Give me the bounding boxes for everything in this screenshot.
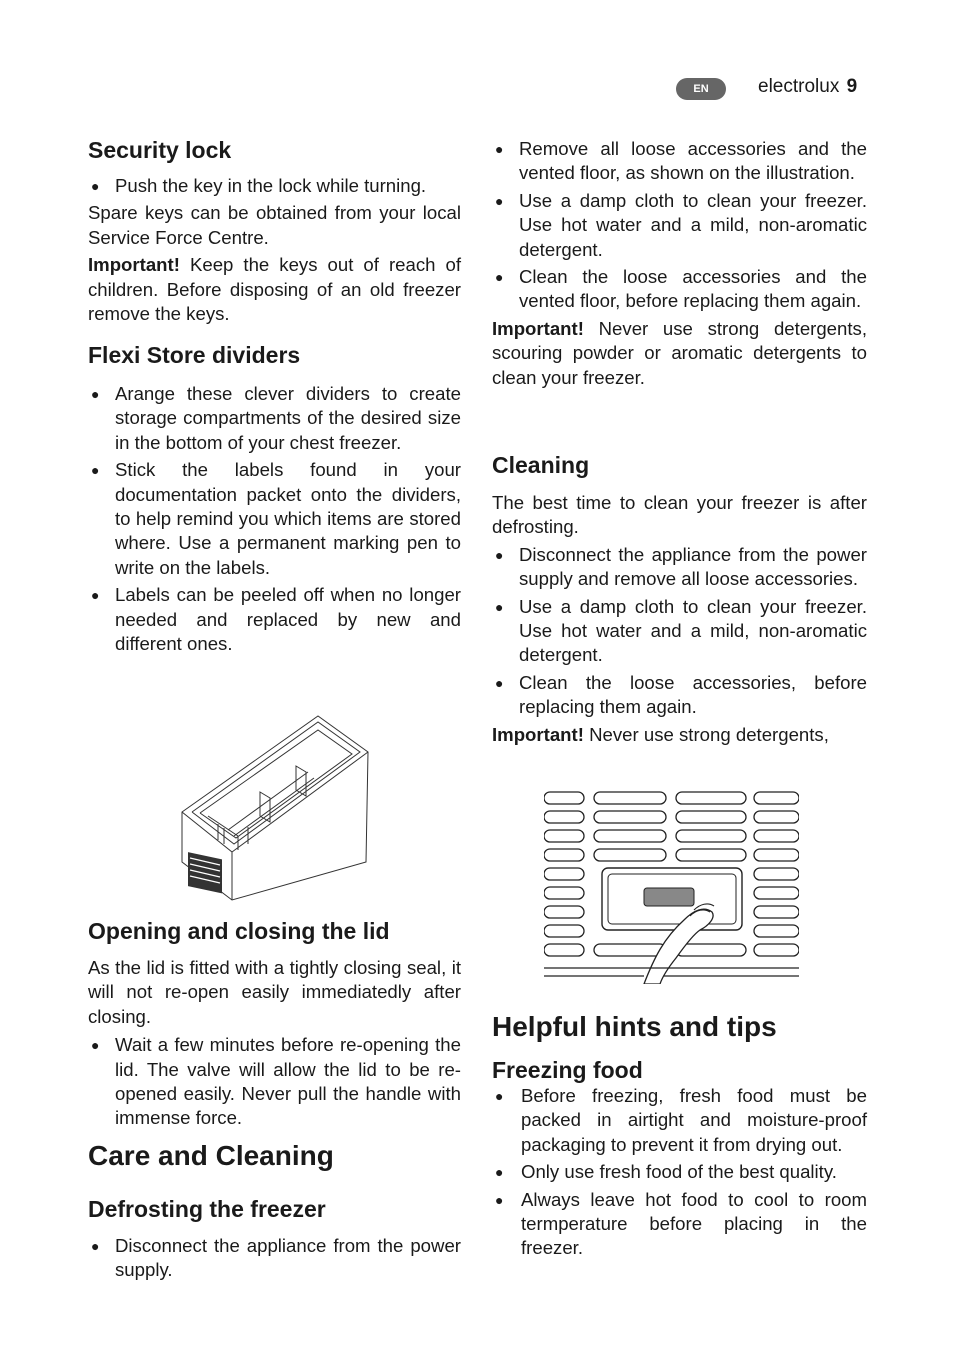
list-item: ● Clean the loose accessories, before replacing them again. — [495, 671, 867, 718]
list-item: ● Use a damp cloth to clean your freezer. Use hot water and a mild, non-aromatic detergent. — [495, 595, 867, 666]
bullet-icon: ● — [495, 674, 504, 691]
important-note: Important! Never use strong detergents, — [492, 723, 829, 745]
bullet-list — [492, 543, 867, 720]
bullet-list — [88, 174, 461, 198]
vent-slot — [594, 944, 666, 956]
bullet-icon: ● — [91, 587, 100, 604]
bullet-icon: ● — [495, 546, 504, 563]
vent-slot — [754, 868, 799, 880]
list-item: ● Use a damp cloth to clean your freezer. Use hot water and a mild, non-aromatic detergent. — [495, 189, 867, 260]
vent-slot — [754, 906, 799, 918]
chapter-title: Helpful hints and tips — [492, 1011, 777, 1042]
bullet-icon: ● — [495, 1088, 504, 1104]
bullet-icon: ● — [495, 1191, 504, 1208]
vent-slot — [544, 906, 584, 918]
section-title: Freezing food — [492, 1057, 643, 1083]
security-lock-section — [88, 136, 461, 326]
vent-slot — [544, 925, 584, 937]
language-badge: EN — [676, 78, 726, 100]
chest-freezer-illustration — [178, 712, 378, 904]
vent-slot — [544, 887, 584, 899]
bullet-icon: ● — [91, 462, 100, 479]
vent-slot — [676, 811, 746, 823]
flexi-section — [88, 341, 461, 659]
vent-slot — [754, 925, 799, 937]
list-item: ● Labels can be peeled off when no longer needed and replaced by new and different ones. — [91, 584, 461, 655]
list-item: ● Wait a few minutes before re-opening the lid. The valve will allow the lid to be re-opened easily. Never pull the handle with immense force. — [91, 1034, 461, 1129]
page-number: 9 — [846, 76, 858, 97]
vent-slot — [544, 944, 584, 956]
vent-slot — [676, 830, 746, 842]
list-item: ● Before freezing, fresh food must be packed in airtight and moisture-proof packaging to prevent it from drying out. — [495, 1085, 867, 1155]
cleaning-section — [492, 451, 867, 747]
vent-slot — [544, 868, 584, 880]
vented-floor-illustration — [544, 788, 799, 984]
defrost-continued — [492, 137, 867, 390]
bullet-icon: ● — [91, 1037, 100, 1054]
vent-slot — [754, 944, 799, 956]
vent-slot — [754, 811, 799, 823]
vent-slot — [544, 830, 584, 842]
bullet-list — [88, 382, 461, 656]
care-section — [88, 1139, 461, 1286]
bullet-list — [492, 137, 867, 314]
page-header — [676, 74, 876, 102]
bullet-icon: ● — [91, 1238, 100, 1254]
bullet-list — [88, 1033, 461, 1131]
bullet-icon: ● — [495, 269, 504, 286]
bullet-icon: ● — [91, 386, 100, 402]
paragraph: As the lid is fitted with a tightly closing seal, it will not re-open easily immediatedly after closing. — [88, 957, 461, 1027]
important-note: Important! Never use strong detergents, scouring powder or aromatic detergents to clean your freezer. — [492, 317, 867, 388]
list-item: ● Clean the loose accessories and the vented floor, before replacing them again. — [495, 266, 867, 312]
list-item: ● Remove all loose accessories and the vented floor, as shown on the illustration. — [495, 138, 867, 184]
lid-section — [88, 917, 461, 1134]
brand-name: electrolux — [758, 76, 840, 97]
bullet-list — [88, 1234, 461, 1283]
vent-slot — [754, 830, 799, 842]
list-item: ● Disconnect the appliance from the power supply and remove all loose accessories. — [495, 543, 867, 590]
bullet-icon: ● — [91, 178, 100, 194]
list-item: ● Always leave hot food to cool to room termperature before placing in the freezer. — [495, 1188, 867, 1259]
bullet-list — [492, 1084, 867, 1261]
important-note: Important! Keep the keys out of reach of children. Before disposing of an old freezer remove the keys. — [88, 254, 461, 325]
paragraph: Spare keys can be obtained from your local Service Force Centre. — [88, 202, 461, 248]
list-item: ● Only use fresh food of the best quality. — [492, 1160, 867, 1184]
paragraph: The best time to clean your freezer is after defrosting. — [492, 492, 867, 538]
bullet-icon: ● — [495, 1164, 504, 1181]
bullet-icon: ● — [495, 192, 504, 209]
vent-slot — [544, 811, 584, 823]
section-title: Defrosting the freezer — [88, 1196, 326, 1222]
vent-slot — [544, 849, 584, 861]
vent-slot — [594, 792, 666, 804]
section-title: Security lock — [88, 137, 232, 163]
vent-slot — [754, 849, 799, 861]
vent-slot — [676, 849, 746, 861]
vent-slot — [594, 830, 666, 842]
brand-and-page — [758, 76, 857, 98]
section-title: Opening and closing the lid — [88, 918, 390, 944]
bullet-icon: ● — [495, 141, 504, 157]
list-item: ● Arange these clever dividers to create storage compartments of the desired size in the bottom of your chest freezer. — [91, 383, 461, 453]
vent-slot — [754, 887, 799, 899]
vent-slot — [594, 849, 666, 861]
bullet-icon: ● — [495, 598, 504, 615]
list-item: ● Push the key in the lock while turning. — [88, 174, 461, 198]
chapter-title: Care and Cleaning — [88, 1140, 334, 1171]
vent-slot — [754, 792, 799, 804]
list-item: ● Stick the labels found in your documentation packet onto the dividers, to help remind you which items are stored where. Use a permanent marking pen to write on the labels. — [91, 459, 461, 578]
vent-slot — [676, 792, 746, 804]
vent-slot — [544, 792, 584, 804]
vent-slot — [594, 811, 666, 823]
hints-section — [492, 1010, 867, 1264]
vent-slot — [676, 944, 746, 956]
section-title: Cleaning — [492, 452, 590, 478]
list-item: ● Disconnect the appliance from the power supply. — [91, 1235, 461, 1281]
section-title: Flexi Store dividers — [88, 342, 301, 368]
